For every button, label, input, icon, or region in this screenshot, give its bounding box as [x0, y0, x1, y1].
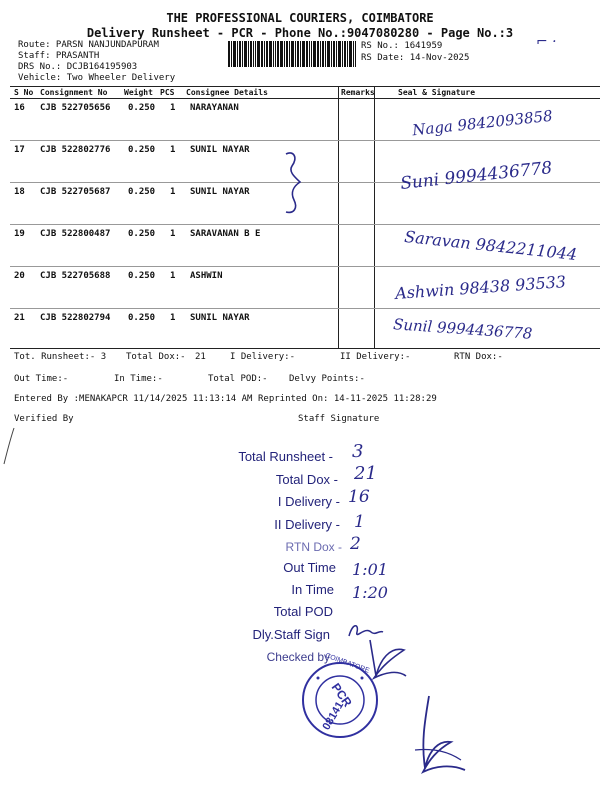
signature-row-17: Suni 9994436778	[399, 158, 554, 194]
row-16-weight: 0.250	[128, 103, 156, 113]
row-19-weight: 0.250	[128, 229, 156, 239]
row-18-consignment: CJB 522705687	[40, 187, 111, 197]
row-divider	[10, 140, 600, 141]
col-header-sno: S No	[14, 88, 34, 97]
seal-arc-text: COIMBATORE	[324, 652, 371, 675]
bracket-pen-mark	[280, 148, 310, 218]
value-out-time: 1:01	[352, 560, 388, 579]
row-17-consignment: CJB 522802776	[40, 145, 111, 155]
row-19-pcs: 1	[170, 229, 176, 239]
reprinted-on: Reprinted On: 14-11-2025 11:28:29	[258, 394, 437, 404]
pen-mark: ⌐ ·	[536, 34, 557, 50]
stamp-total-runsheet: Total Runsheet -	[238, 449, 333, 464]
value-i-delivery: 16	[348, 487, 370, 507]
row-divider	[10, 224, 600, 225]
stamp-total-dox: Total Dox -	[275, 472, 338, 487]
col-header-seal: Seal & Signature	[398, 88, 476, 97]
value-in-time: 1:20	[352, 583, 388, 602]
row-17-pcs: 1	[170, 145, 176, 155]
table-bottom-rule	[10, 348, 600, 349]
row-18-sno: 18	[14, 187, 25, 197]
value-total-runsheet: 3	[352, 441, 364, 462]
row-20-weight: 0.250	[128, 271, 156, 281]
row-21-weight: 0.250	[128, 313, 156, 323]
ii-delivery-label: II Delivery:-	[340, 352, 411, 362]
row-20-sno: 20	[14, 271, 25, 281]
row-19-consignee: SARAVANAN B E	[190, 229, 261, 239]
col-header-remarks: Remarks	[341, 88, 375, 97]
row-20-consignment: CJB 522705688	[40, 271, 111, 281]
value-rtn-dox: 2	[350, 534, 361, 554]
row-21-consignee: SUNIL NAYAR	[190, 313, 250, 323]
i-delivery-label: I Delivery:-	[230, 352, 296, 362]
margin-pen-mark	[2, 426, 16, 466]
staff-signature-label: Staff Signature	[298, 414, 380, 424]
col-header-consignment: Consignment No	[40, 88, 108, 97]
seal-center-text: PCR	[328, 680, 355, 710]
row-18-weight: 0.250	[128, 187, 156, 197]
col-header-pcs: PCS	[160, 88, 175, 97]
row-21-pcs: 1	[170, 313, 176, 323]
row-16-sno: 16	[14, 103, 25, 113]
row-16-consignment: CJB 522705656	[40, 103, 111, 113]
signature-row-21: Sunil 9994436778	[392, 315, 533, 343]
signature-row-16: Naga 9842093858	[411, 106, 554, 140]
col-header-weight: Weight	[124, 88, 153, 97]
total-pod-label: Total POD:-	[208, 374, 268, 384]
row-20-pcs: 1	[170, 271, 176, 281]
delvy-points-label: Delvy Points:-	[289, 374, 365, 384]
drs-number: DRS No.: DCJB164195903	[18, 62, 138, 72]
signature-row-20: Ashwin 98438 93533	[394, 272, 567, 303]
col-header-consignee: Consignee Details	[186, 88, 268, 97]
row-16-consignee: NARAYANAN	[190, 103, 239, 113]
signature-row-19: Saravan 9842211044	[403, 226, 578, 265]
route-label: Route: PARSN NANJUNDAPURAM	[18, 40, 159, 50]
row-17-sno: 17	[14, 145, 25, 155]
row-19-sno: 19	[14, 229, 25, 239]
rtn-dox-label: RTN Dox:-	[454, 352, 503, 362]
stamp-rtn-dox: RTN Dox -	[285, 540, 342, 554]
row-19-consignment: CJB 522800487	[40, 229, 111, 239]
row-18-consignee: SUNIL NAYAR	[190, 187, 250, 197]
tot-runsheet: Tot. Runsheet:- 3	[14, 352, 107, 362]
table-top-rule	[10, 86, 600, 87]
row-divider	[10, 308, 600, 309]
vehicle-label: Vehicle: Two Wheeler Delivery	[18, 73, 176, 83]
total-dox-label: Total Dox:-	[126, 352, 186, 362]
row-17-weight: 0.250	[128, 145, 156, 155]
rs-date: RS Date: 14-Nov-2025	[361, 53, 470, 63]
stamp-total-pod: Total POD	[273, 604, 333, 619]
stamp-in-time: In Time	[291, 582, 334, 597]
in-time-label: In Time:-	[114, 374, 163, 384]
row-21-consignment: CJB 522802794	[40, 313, 111, 323]
table-header-rule	[10, 98, 600, 99]
entered-by: Entered By :MENAKAPCR 11/14/2025 11:13:14 AM	[14, 394, 253, 404]
value-total-dox: 21	[354, 463, 377, 484]
stamp-ii-delivery: II Delivery -	[274, 517, 340, 532]
row-divider	[10, 266, 600, 267]
stamp-out-time: Out Time	[283, 560, 336, 575]
company-title: THE PROFESSIONAL COURIERS, COIMBATORE	[166, 11, 434, 25]
row-21-sno: 21	[14, 313, 25, 323]
barcode	[228, 41, 356, 67]
stamp-checked-by: Checked by	[266, 650, 330, 664]
row-16-pcs: 1	[170, 103, 176, 113]
verified-by: Verified By	[14, 414, 74, 424]
rs-number: RS No.: 1641959	[361, 41, 443, 51]
seal-number: 08141	[320, 699, 347, 733]
row-17-consignee: SUNIL NAYAR	[190, 145, 250, 155]
total-dox-value: 21	[195, 352, 206, 362]
value-ii-delivery: 1	[354, 512, 365, 532]
stamp-dly-staff-sign: Dly.Staff Sign	[252, 627, 330, 642]
row-18-pcs: 1	[170, 187, 176, 197]
staff-label: Staff: PRASANTH	[18, 51, 100, 61]
runsheet-subtitle: Delivery Runsheet - PCR - Phone No.:9047080280 - Page No.:3	[86, 26, 514, 40]
out-time-label: Out Time:-	[14, 374, 69, 384]
stamp-i-delivery: I Delivery -	[277, 494, 340, 509]
bottom-signature	[395, 690, 475, 780]
row-20-consignee: ASHWIN	[190, 271, 223, 281]
